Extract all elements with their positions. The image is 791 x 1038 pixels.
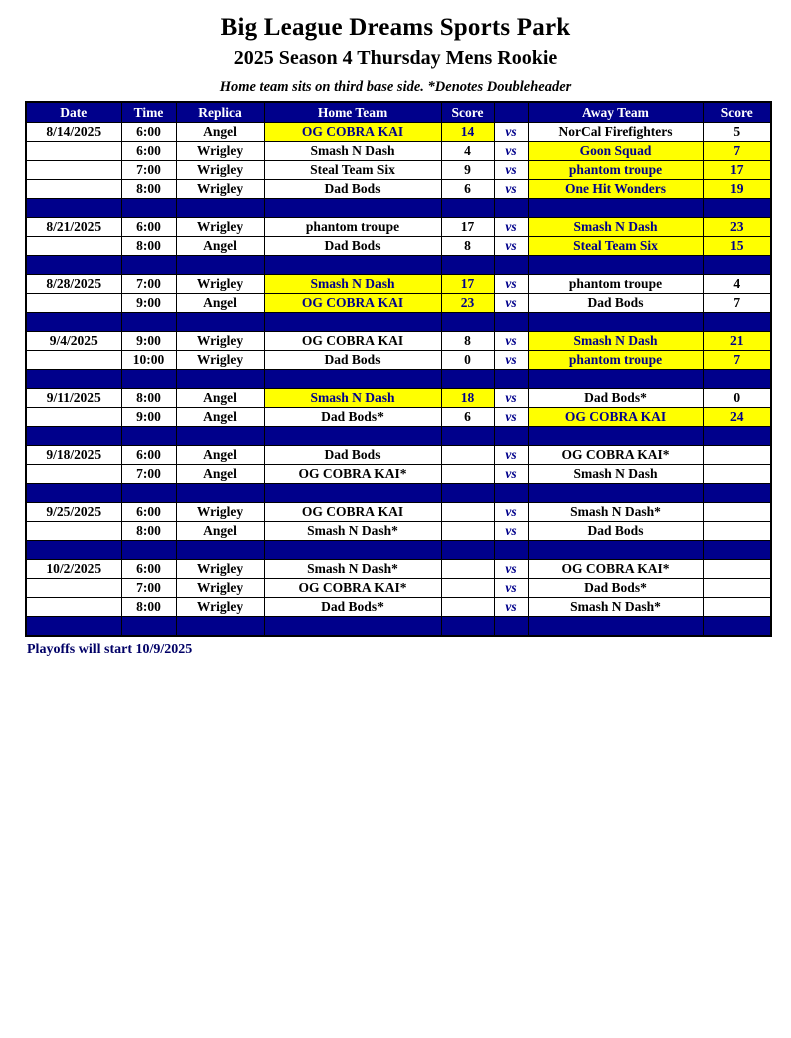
replica-cell: Wrigley: [176, 142, 264, 161]
replica-cell: Angel: [176, 465, 264, 484]
separator-cell: [441, 256, 494, 275]
separator-cell: [703, 541, 771, 560]
separator-cell: [176, 370, 264, 389]
date-cell: 9/18/2025: [26, 446, 121, 465]
away-score-cell: [703, 598, 771, 617]
home-score-cell: [441, 560, 494, 579]
table-row: [26, 579, 771, 598]
separator-cell: [494, 256, 528, 275]
separator-cell: [121, 484, 176, 503]
replica-cell: Angel: [176, 522, 264, 541]
schedule-sheet: [0, 14, 791, 658]
home-score-cell: 23: [441, 294, 494, 313]
replica-cell: Wrigley: [176, 218, 264, 237]
time-cell: 6:00: [121, 218, 176, 237]
table-row: [26, 465, 771, 484]
table-row: [26, 598, 771, 617]
away-score-cell: 15: [703, 237, 771, 256]
table-row: [26, 503, 771, 522]
separator-cell: [176, 484, 264, 503]
replica-cell: Wrigley: [176, 503, 264, 522]
time-cell: 9:00: [121, 408, 176, 427]
away-score-cell: 23: [703, 218, 771, 237]
separator-cell: [26, 617, 121, 637]
time-cell: 8:00: [121, 389, 176, 408]
date-cell: 9/25/2025: [26, 503, 121, 522]
date-cell: [26, 579, 121, 598]
time-cell: 9:00: [121, 332, 176, 351]
separator-row: [26, 313, 771, 332]
away-team-cell: phantom troupe: [528, 351, 703, 370]
schedule-table: [25, 101, 772, 637]
separator-cell: [494, 199, 528, 218]
time-cell: 8:00: [121, 598, 176, 617]
date-cell: 8/14/2025: [26, 123, 121, 142]
away-team-cell: Smash N Dash*: [528, 598, 703, 617]
playoffs-note: Playoffs will start 10/9/2025: [27, 642, 193, 657]
away-score-cell: 4: [703, 275, 771, 294]
away-team-cell: Dad Bods: [528, 522, 703, 541]
table-row: [26, 522, 771, 541]
header-home-score: Score: [441, 102, 494, 123]
table-row: [26, 446, 771, 465]
replica-cell: Angel: [176, 389, 264, 408]
date-cell: [26, 522, 121, 541]
home-team-cell: Smash N Dash: [264, 275, 441, 294]
separator-cell: [494, 427, 528, 446]
separator-cell: [26, 484, 121, 503]
away-score-cell: 7: [703, 351, 771, 370]
away-score-cell: [703, 560, 771, 579]
separator-cell: [176, 617, 264, 637]
header-time: Time: [121, 102, 176, 123]
separator-cell: [121, 370, 176, 389]
time-cell: 6:00: [121, 446, 176, 465]
replica-cell: Wrigley: [176, 332, 264, 351]
vs-label: vs: [494, 294, 528, 313]
away-score-cell: 17: [703, 161, 771, 180]
date-cell: [26, 294, 121, 313]
separator-cell: [703, 617, 771, 637]
header-vs: [494, 102, 528, 123]
home-score-cell: 6: [441, 408, 494, 427]
away-team-cell: NorCal Firefighters: [528, 123, 703, 142]
home-score-cell: 17: [441, 275, 494, 294]
date-cell: [26, 142, 121, 161]
home-score-cell: 9: [441, 161, 494, 180]
replica-cell: Angel: [176, 237, 264, 256]
home-team-cell: OG COBRA KAI: [264, 294, 441, 313]
home-team-cell: phantom troupe: [264, 218, 441, 237]
time-cell: 7:00: [121, 161, 176, 180]
table-row: [26, 389, 771, 408]
separator-cell: [121, 427, 176, 446]
date-cell: [26, 408, 121, 427]
table-row: [26, 332, 771, 351]
away-score-cell: 24: [703, 408, 771, 427]
separator-cell: [528, 617, 703, 637]
separator-cell: [441, 617, 494, 637]
away-score-cell: 0: [703, 389, 771, 408]
vs-label: vs: [494, 161, 528, 180]
vs-label: vs: [494, 579, 528, 598]
page-subtitle: 2025 Season 4 Thursday Mens Rookie: [233, 47, 558, 69]
home-team-cell: Dad Bods*: [264, 408, 441, 427]
separator-cell: [703, 256, 771, 275]
date-cell: 9/4/2025: [26, 332, 121, 351]
away-score-cell: 19: [703, 180, 771, 199]
header-away-team: Away Team: [528, 102, 703, 123]
away-team-cell: Smash N Dash: [528, 218, 703, 237]
replica-cell: Angel: [176, 123, 264, 142]
replica-cell: Wrigley: [176, 161, 264, 180]
separator-cell: [121, 256, 176, 275]
vs-label: vs: [494, 446, 528, 465]
separator-cell: [26, 541, 121, 560]
date-cell: [26, 598, 121, 617]
date-cell: [26, 161, 121, 180]
separator-cell: [494, 313, 528, 332]
separator-row: [26, 370, 771, 389]
away-team-cell: Goon Squad: [528, 142, 703, 161]
header-row: [26, 102, 771, 123]
separator-cell: [703, 313, 771, 332]
separator-row: [26, 541, 771, 560]
date-cell: 10/2/2025: [26, 560, 121, 579]
separator-cell: [264, 541, 441, 560]
separator-cell: [26, 427, 121, 446]
vs-label: vs: [494, 598, 528, 617]
separator-cell: [26, 199, 121, 218]
home-team-cell: OG COBRA KAI: [264, 332, 441, 351]
home-score-cell: 8: [441, 237, 494, 256]
home-score-cell: 8: [441, 332, 494, 351]
vs-label: vs: [494, 560, 528, 579]
vs-label: vs: [494, 465, 528, 484]
date-cell: 9/11/2025: [26, 389, 121, 408]
time-cell: 6:00: [121, 503, 176, 522]
time-cell: 6:00: [121, 123, 176, 142]
table-row: [26, 123, 771, 142]
time-cell: 9:00: [121, 294, 176, 313]
home-team-cell: OG COBRA KAI: [264, 123, 441, 142]
separator-cell: [703, 199, 771, 218]
away-team-cell: Smash N Dash: [528, 332, 703, 351]
away-team-cell: Dad Bods: [528, 294, 703, 313]
table-row: [26, 142, 771, 161]
vs-label: vs: [494, 180, 528, 199]
home-score-cell: [441, 465, 494, 484]
time-cell: 6:00: [121, 560, 176, 579]
home-score-cell: 14: [441, 123, 494, 142]
separator-cell: [264, 313, 441, 332]
home-team-cell: Dad Bods: [264, 446, 441, 465]
vs-label: vs: [494, 503, 528, 522]
home-score-cell: [441, 446, 494, 465]
separator-cell: [703, 427, 771, 446]
separator-cell: [441, 370, 494, 389]
replica-cell: Wrigley: [176, 180, 264, 199]
home-team-cell: Smash N Dash*: [264, 560, 441, 579]
separator-cell: [264, 370, 441, 389]
time-cell: 8:00: [121, 237, 176, 256]
away-score-cell: [703, 579, 771, 598]
away-team-cell: OG COBRA KAI*: [528, 446, 703, 465]
separator-cell: [176, 427, 264, 446]
vs-label: vs: [494, 389, 528, 408]
home-score-cell: 18: [441, 389, 494, 408]
time-cell: 7:00: [121, 275, 176, 294]
separator-cell: [264, 199, 441, 218]
header-date: Date: [26, 102, 121, 123]
separator-cell: [26, 370, 121, 389]
separator-cell: [703, 370, 771, 389]
vs-label: vs: [494, 332, 528, 351]
home-team-cell: Dad Bods*: [264, 598, 441, 617]
replica-cell: Angel: [176, 408, 264, 427]
separator-cell: [441, 484, 494, 503]
separator-cell: [528, 370, 703, 389]
time-cell: 8:00: [121, 180, 176, 199]
away-team-cell: One Hit Wonders: [528, 180, 703, 199]
separator-cell: [494, 370, 528, 389]
time-cell: 6:00: [121, 142, 176, 161]
header-away-score: Score: [703, 102, 771, 123]
separator-cell: [528, 256, 703, 275]
separator-cell: [494, 541, 528, 560]
separator-cell: [264, 484, 441, 503]
separator-cell: [528, 541, 703, 560]
home-team-cell: OG COBRA KAI: [264, 503, 441, 522]
away-score-cell: 7: [703, 294, 771, 313]
away-score-cell: [703, 446, 771, 465]
home-score-cell: [441, 598, 494, 617]
home-team-cell: Dad Bods: [264, 180, 441, 199]
replica-cell: Angel: [176, 446, 264, 465]
table-row: [26, 237, 771, 256]
away-team-cell: Dad Bods*: [528, 579, 703, 598]
time-cell: 8:00: [121, 522, 176, 541]
vs-label: vs: [494, 351, 528, 370]
away-team-cell: Smash N Dash: [528, 465, 703, 484]
away-score-cell: [703, 503, 771, 522]
separator-cell: [441, 199, 494, 218]
table-row: [26, 560, 771, 579]
date-cell: [26, 237, 121, 256]
away-team-cell: OG COBRA KAI*: [528, 560, 703, 579]
away-team-cell: Dad Bods*: [528, 389, 703, 408]
time-cell: 10:00: [121, 351, 176, 370]
replica-cell: Wrigley: [176, 560, 264, 579]
separator-cell: [121, 199, 176, 218]
table-row: [26, 275, 771, 294]
separator-cell: [441, 541, 494, 560]
home-team-cell: Smash N Dash*: [264, 522, 441, 541]
home-score-cell: 6: [441, 180, 494, 199]
separator-cell: [528, 484, 703, 503]
away-team-cell: Smash N Dash*: [528, 503, 703, 522]
home-score-cell: 0: [441, 351, 494, 370]
separator-cell: [176, 256, 264, 275]
separator-cell: [264, 617, 441, 637]
table-row: [26, 408, 771, 427]
home-score-cell: [441, 579, 494, 598]
separator-row: [26, 256, 771, 275]
date-cell: [26, 351, 121, 370]
home-score-cell: 17: [441, 218, 494, 237]
away-score-cell: [703, 522, 771, 541]
separator-cell: [176, 313, 264, 332]
separator-cell: [494, 484, 528, 503]
vs-label: vs: [494, 275, 528, 294]
date-cell: 8/28/2025: [26, 275, 121, 294]
separator-cell: [441, 427, 494, 446]
separator-cell: [26, 313, 121, 332]
separator-cell: [264, 427, 441, 446]
away-score-cell: 21: [703, 332, 771, 351]
header-home-team: Home Team: [264, 102, 441, 123]
separator-cell: [121, 541, 176, 560]
away-team-cell: phantom troupe: [528, 161, 703, 180]
home-team-cell: OG COBRA KAI*: [264, 579, 441, 598]
home-team-cell: Steal Team Six: [264, 161, 441, 180]
home-team-cell: Smash N Dash: [264, 142, 441, 161]
away-score-cell: 7: [703, 142, 771, 161]
table-row: [26, 180, 771, 199]
date-cell: [26, 465, 121, 484]
separator-cell: [528, 313, 703, 332]
separator-cell: [494, 617, 528, 637]
replica-cell: Wrigley: [176, 351, 264, 370]
vs-label: vs: [494, 522, 528, 541]
vs-label: vs: [494, 142, 528, 161]
table-row: [26, 351, 771, 370]
home-team-cell: Smash N Dash: [264, 389, 441, 408]
separator-cell: [703, 484, 771, 503]
replica-cell: Wrigley: [176, 579, 264, 598]
home-score-cell: [441, 522, 494, 541]
home-team-cell: Dad Bods: [264, 237, 441, 256]
replica-cell: Wrigley: [176, 598, 264, 617]
date-cell: [26, 180, 121, 199]
separator-cell: [121, 313, 176, 332]
vs-label: vs: [494, 218, 528, 237]
time-cell: 7:00: [121, 465, 176, 484]
separator-cell: [441, 313, 494, 332]
vs-label: vs: [494, 408, 528, 427]
separator-row: [26, 427, 771, 446]
home-score-cell: [441, 503, 494, 522]
away-score-cell: 5: [703, 123, 771, 142]
date-cell: 8/21/2025: [26, 218, 121, 237]
legend-note: Home team sits on third base side. *Denotes Doubleheader: [219, 79, 572, 95]
away-team-cell: OG COBRA KAI: [528, 408, 703, 427]
home-team-cell: Dad Bods: [264, 351, 441, 370]
away-score-cell: [703, 465, 771, 484]
replica-cell: Angel: [176, 294, 264, 313]
separator-cell: [176, 541, 264, 560]
separator-row: [26, 199, 771, 218]
vs-label: vs: [494, 237, 528, 256]
time-cell: 7:00: [121, 579, 176, 598]
separator-cell: [528, 427, 703, 446]
separator-row: [26, 484, 771, 503]
table-row: [26, 161, 771, 180]
replica-cell: Wrigley: [176, 275, 264, 294]
separator-cell: [26, 256, 121, 275]
separator-cell: [528, 199, 703, 218]
separator-row: [26, 617, 771, 637]
separator-cell: [176, 199, 264, 218]
away-team-cell: phantom troupe: [528, 275, 703, 294]
page-title: Big League Dreams Sports Park: [220, 14, 571, 41]
separator-cell: [121, 617, 176, 637]
header-replica: Replica: [176, 102, 264, 123]
table-row: [26, 218, 771, 237]
table-row: [26, 294, 771, 313]
home-score-cell: 4: [441, 142, 494, 161]
away-team-cell: Steal Team Six: [528, 237, 703, 256]
home-team-cell: OG COBRA KAI*: [264, 465, 441, 484]
vs-label: vs: [494, 123, 528, 142]
separator-cell: [264, 256, 441, 275]
